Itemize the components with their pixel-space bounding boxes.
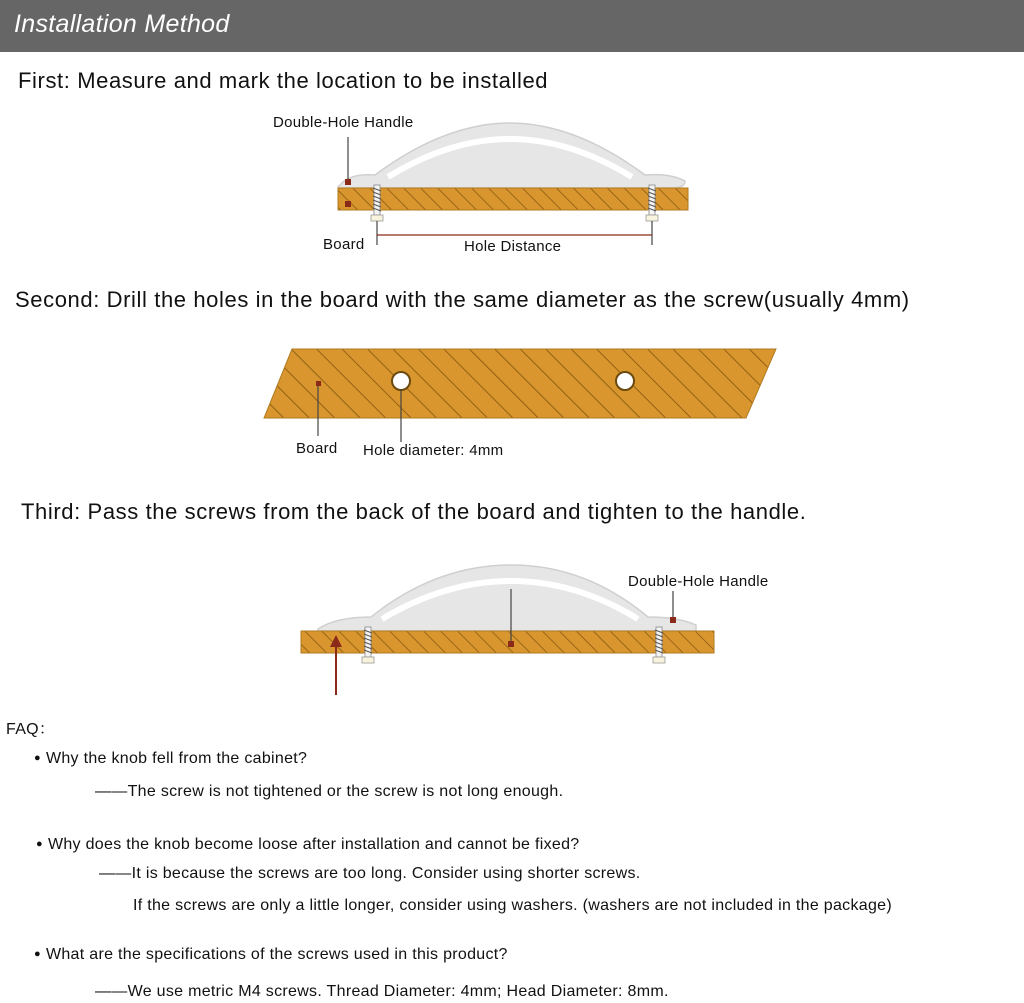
diagram3-handle-label: Double-Hole Handle bbox=[628, 573, 769, 590]
header-bar bbox=[0, 0, 1024, 52]
diagram2-hole-label: Hole diameter: 4mm bbox=[363, 442, 504, 459]
hole-left bbox=[392, 372, 410, 390]
page-title: Installation Method bbox=[14, 10, 230, 38]
faq-answer-1: ——The screw is not tightened or the screw is not long enough. bbox=[95, 783, 564, 800]
board-shape bbox=[264, 349, 776, 418]
board-marker bbox=[345, 201, 351, 207]
board-marker bbox=[508, 641, 514, 647]
faq-answer-2a: ——It is because the screws are too long. Consider using shorter screws. bbox=[99, 865, 641, 882]
faq-answer-3: ——We use metric M4 screws. Thread Diameter: 4mm; Head Diameter: 8mm. bbox=[95, 983, 669, 1000]
faq-question-1: ● Why the knob fell from the cabinet? bbox=[34, 750, 307, 768]
diagram-drill bbox=[262, 346, 778, 446]
step-first-title: First: Measure and mark the location to be installed bbox=[18, 68, 549, 93]
diagram1-handle-label: Double-Hole Handle bbox=[273, 114, 414, 131]
diagram-measure bbox=[330, 115, 700, 255]
diagram1-distance-label: Hole Distance bbox=[464, 238, 562, 255]
faq-answer-2b: If the screws are only a little longer, consider using washers. (washers are not included in the package) bbox=[133, 897, 892, 914]
step-third-title: Third: Pass the screws from the back of the board and tighten to the handle. bbox=[21, 499, 807, 524]
diagram1-board-label: Board bbox=[323, 236, 365, 253]
handle-marker bbox=[670, 617, 676, 623]
diagram2-board-label: Board bbox=[296, 440, 338, 457]
board-shape bbox=[301, 631, 714, 653]
step-second-title: Second: Drill the holes in the board with the same diameter as the screw(usually 4mm) bbox=[15, 287, 910, 312]
faq-title: FAQ： bbox=[6, 721, 56, 738]
diagram-tighten bbox=[296, 555, 720, 700]
faq-question-2: ● Why does the knob become loose after installation and cannot be fixed? bbox=[36, 836, 580, 854]
handle-marker bbox=[345, 179, 351, 185]
hole-right bbox=[616, 372, 634, 390]
board-marker bbox=[316, 381, 321, 386]
board-shape bbox=[338, 188, 688, 210]
handle-shape bbox=[318, 565, 696, 631]
faq-question-3: ● What are the specifications of the screws used in this product? bbox=[34, 946, 508, 964]
